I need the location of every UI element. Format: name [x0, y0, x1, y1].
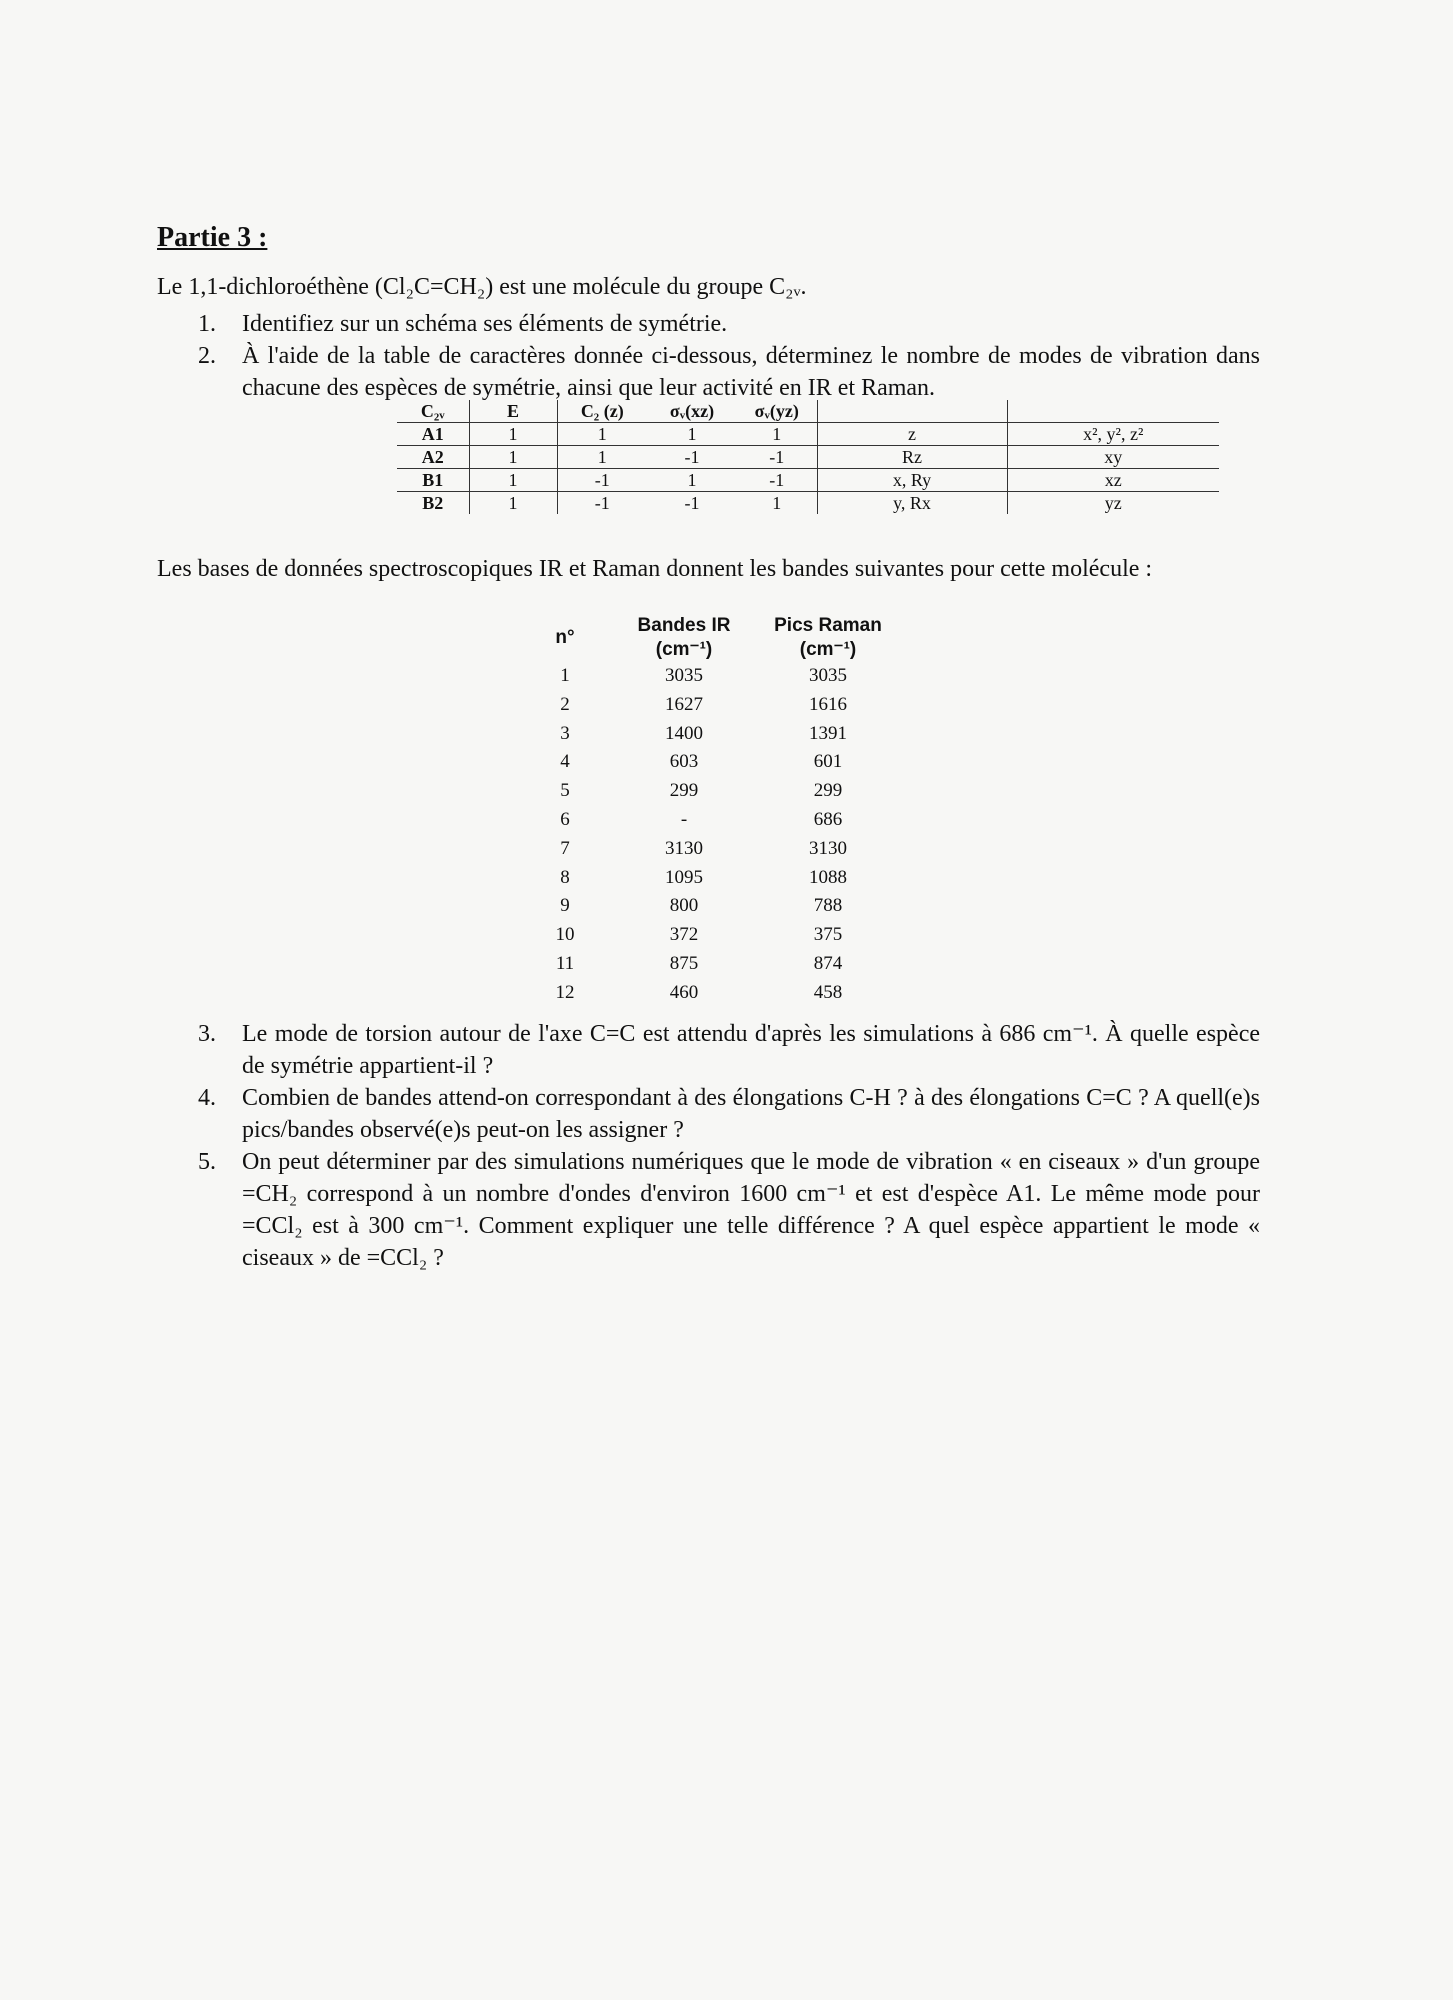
question-5: 5. On peut déterminer par des simulations numériques que le mode de vibration « en ciseaux » d'un groupe =CH₂ correspond à un nombre d'ondes d'environ 1600 cm⁻¹ et est d'espèce A1. Le même mode pour =CCl₂ est à 300 cm⁻¹. Comment expliquer une telle différence ? A quel espèce appartient le mode « ciseaux » de =CCl₂ ?: [198, 1149, 1260, 1271]
table-row: 7 3130 3130: [560, 837, 847, 859]
bands-table-header: n° Bandes IR (cm⁻¹) Pics Raman (cm⁻¹): [555, 615, 882, 660]
character-table-row: A2 1 1 -1 -1 Rz xy: [397, 446, 1219, 469]
table-row: 3 1400 1391: [560, 722, 847, 744]
question-2: 2. À l'aide de la table de caractères donnée ci-dessous, déterminez le nombre de modes de vibration dans chacune des espèces de symétrie, ainsi que leur activité en IR et Raman.: [198, 343, 1260, 401]
table-row: 5 299 299: [560, 780, 843, 802]
bands-table: [520, 614, 898, 1008]
question-list-b: [198, 1018, 1260, 1274]
table-row: 10 372 375: [555, 924, 843, 946]
table-row: 9 800 788: [560, 895, 843, 917]
bands-intro-text: Les bases de données spectroscopiques IR et Raman donnent les bandes suivantes pour cette molécule :: [157, 556, 1153, 582]
character-table-header: C₂ᵥ E C₂ (z) σᵥ(xz) σᵥ(yz): [397, 400, 1219, 423]
question-3: 3. Le mode de torsion autour de l'axe C=C est attendu d'après les simulations à 686 cm⁻¹. À quelle espèce de symétrie appartient-il ?: [198, 1021, 1260, 1079]
table-row: 2 1627 1616: [560, 693, 847, 715]
table-row: 4 603 601: [560, 751, 843, 773]
table-row: 12 460 458: [555, 981, 843, 1003]
question-list-a: [198, 308, 1260, 404]
table-row: 1 3035 3035: [560, 665, 847, 686]
question-1: 1. Identifiez sur un schéma ses éléments de symétrie.: [198, 311, 728, 337]
character-table-row: B1 1 -1 1 -1 x, Ry xz: [397, 469, 1219, 492]
question-4: 4. Combien de bandes attend-on correspondant à des élongations C-H ? à des élongations C=C ? A quell(e)s pics/bandes observé(e)s peut-on les assigner ?: [198, 1085, 1260, 1143]
section-heading: Partie 3 :: [157, 222, 268, 253]
table-row: 8 1095 1088: [560, 866, 847, 888]
character-table-row: A1 1 1 1 1 z x², y², z²: [397, 423, 1219, 446]
character-table: [397, 400, 1219, 514]
table-row: 6 - 686: [560, 808, 843, 830]
table-row: 11 875 874: [555, 952, 843, 974]
character-table-row: B2 1 -1 -1 1 y, Rx yz: [397, 492, 1219, 515]
intro-text: Le 1,1-dichloroéthène (Cl₂C=CH₂) est une molécule du groupe C₂ᵥ.: [157, 274, 807, 300]
